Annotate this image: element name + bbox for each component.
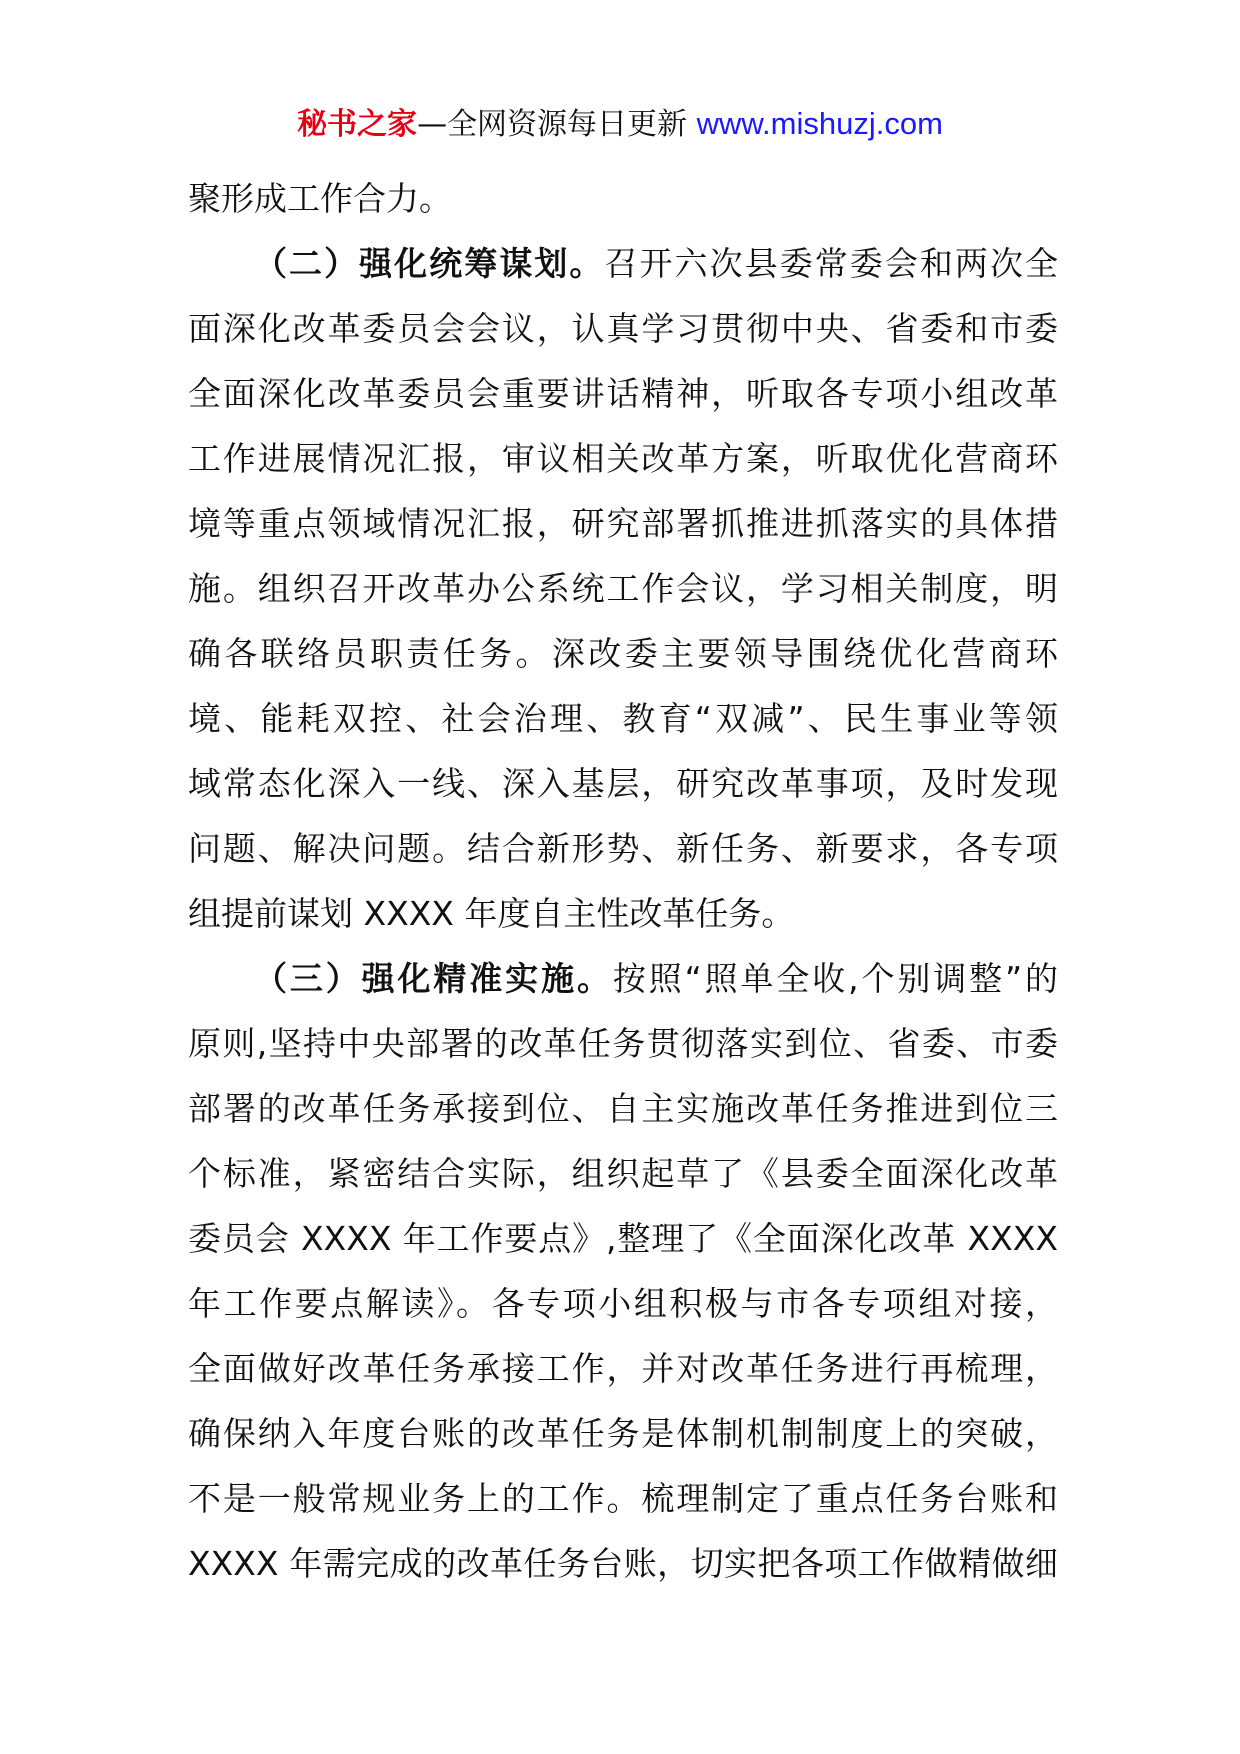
site-brand: 秘书之家 xyxy=(297,107,418,142)
text-line: 部署的改革任务承接到位、自主实施改革任务推进到位三 xyxy=(188,1089,1058,1128)
text-line: 工作进展情况汇报，审议相关改革方案，听取优化营商环 xyxy=(188,439,1058,478)
site-header xyxy=(0,104,1240,145)
section-2-first-line xyxy=(188,231,1058,296)
text-line: 年工作要点解读》。各专项小组积极与市各专项组对接， xyxy=(188,1284,1058,1323)
text-line: 个标准，紧密结合实际，组织起草了《县委全面深化改革 xyxy=(188,1154,1058,1193)
text-line: 组提前谋划 XXXX 年度自主性改革任务。 xyxy=(188,894,795,933)
text-line: 问题、解决问题。结合新形势、新任务、新要求，各专项 xyxy=(188,829,1058,868)
text-line: 原则,坚持中央部署的改革任务贯彻落实到位、省委、市委 xyxy=(188,1024,1058,1063)
text-line: 境等重点领域情况汇报，研究部署抓推进抓落实的具体措 xyxy=(188,504,1058,543)
site-tagline: —全网资源每日更新 xyxy=(417,107,697,142)
text-line: 施。组织召开改革办公系统工作会议，学习相关制度，明 xyxy=(188,569,1058,608)
text-line: 召开六次县委常委会和两次全 xyxy=(604,244,1059,283)
text-line: 不是一般常规业务上的工作。梳理制定了重点任务台账和 xyxy=(188,1479,1058,1518)
text-line: 境、能耗双控、社会治理、教育“双减”、民生事业等领 xyxy=(188,699,1058,738)
text-line: XXXX 年需完成的改革任务台账，切实把各项工作做精做细 xyxy=(188,1544,1058,1583)
text-line: 确保纳入年度台账的改革任务是体制机制制度上的突破， xyxy=(188,1414,1058,1453)
section-3-first-line xyxy=(188,946,1058,1011)
text-line: 聚形成工作合力。 xyxy=(188,179,452,218)
section-3-heading: （三）强化精准实施。 xyxy=(254,959,613,998)
section-2-heading: （二）强化统筹谋划。 xyxy=(254,244,605,283)
text-line: 全面做好改革任务承接工作，并对改革任务进行再梳理， xyxy=(188,1349,1058,1388)
text-line: 按照“照单全收,个别调整”的 xyxy=(612,959,1059,998)
document-body xyxy=(188,166,1058,1596)
text-line: 域常态化深入一线、深入基层，研究改革事项，及时发现 xyxy=(188,764,1058,803)
site-url-link[interactable]: www.mishuzj.com xyxy=(696,106,943,141)
text-line: 面深化改革委员会会议，认真学习贯彻中央、省委和市委 xyxy=(188,309,1058,348)
text-line: 确各联络员职责任务。深改委主要领导围绕优化营商环 xyxy=(188,634,1058,673)
text-line: 全面深化改革委员会重要讲话精神，听取各专项小组改革 xyxy=(188,374,1058,413)
text-line: 委员会 XXXX 年工作要点》,整理了《全面深化改革 XXXX xyxy=(188,1219,1058,1258)
